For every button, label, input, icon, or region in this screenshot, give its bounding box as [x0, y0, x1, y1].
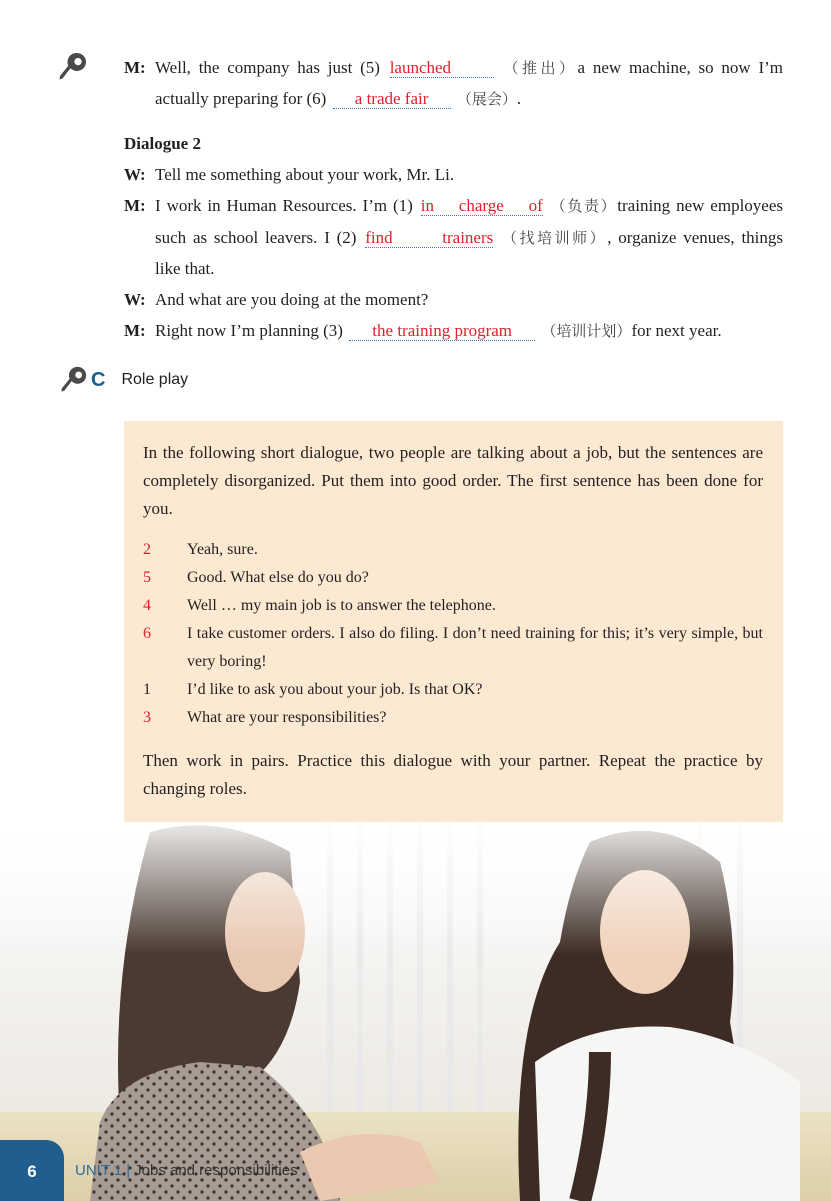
footer-separator: | — [126, 1162, 131, 1179]
list-item: 5 Good. What else do you do? — [143, 564, 763, 592]
key-icon — [60, 366, 88, 394]
list-item: 1 I’d like to ask you about your job. Is that OK? — [143, 676, 763, 704]
closing-instructions: Then work in pairs. Practice this dialogue with your partner. Repeat the practice by changing roles. — [143, 751, 763, 798]
footer-unit: UNIT 1 — [75, 1162, 123, 1179]
list-item: 4 Well … my main job is to answer the telephone. — [143, 592, 763, 620]
dialogue2-line: like that. — [155, 259, 215, 278]
order-number: 6 — [143, 625, 151, 642]
dialogue1-line: M: Well, the company has just (5) launched （推出）a new machine, so now I’m — [124, 58, 784, 77]
dialogue2-line: such as school leavers. I (2) find trainers （找培训师）, organize venues, things — [155, 228, 784, 247]
answer-blank: a trade fair — [333, 90, 451, 109]
instructions: In the following short dialogue, two people are talking about a job, but the sentences are completely disorganized. Put them into good order. The first sentence has been done for you. — [143, 443, 763, 518]
section-title: Role play — [121, 371, 189, 388]
dialogue2-line: W: Tell me something about your work, Mr. Li. — [124, 165, 455, 184]
list-item: 3 What are your responsibilities? — [143, 704, 763, 732]
speaker-label: W: — [124, 165, 146, 184]
speaker-label: M: — [124, 196, 146, 215]
answer-blank: the training program — [349, 322, 535, 341]
order-number: 1 — [143, 681, 151, 698]
running-footer — [75, 1162, 298, 1179]
dialogue2-line: W: And what are you doing at the moment? — [124, 290, 429, 309]
order-number: 4 — [143, 597, 151, 614]
speaker-label: M: — [124, 58, 146, 77]
list-item: 6 I take customer orders. I also do filing. I don’t need training for this; it’s very simple, but very boring! — [143, 620, 763, 676]
dialogue1-line: actually preparing for (6) a trade fair （展会）. — [155, 89, 522, 108]
order-number: 2 — [143, 541, 151, 558]
speaker-label: W: — [124, 290, 146, 309]
speaker-label: M: — [124, 321, 146, 340]
key-icon — [58, 52, 88, 82]
page-number-tab: 6 — [0, 1140, 64, 1201]
dialogue-title: Dialogue 2 — [124, 134, 201, 153]
answer-blank: find trainers — [365, 228, 494, 247]
section-header — [60, 366, 188, 394]
section-letter: C — [91, 368, 106, 391]
illustration-two-women-talking — [0, 822, 831, 1201]
footer-unit-title: Jobs and responsibilities — [134, 1162, 298, 1179]
list-item: 2 Yeah, sure. — [143, 536, 763, 564]
dialogue2-line: M: I work in Human Resources. I’m (1) in charge of （负责）training new employees — [124, 196, 784, 215]
dialogue2-line: M: Right now I’m planning (3) the training program （培训计划）for next year. — [124, 321, 722, 340]
answer-blank: in charge of — [420, 196, 543, 215]
order-number: 5 — [143, 569, 151, 586]
answer-blank: launched — [390, 59, 494, 78]
roleplay-box — [124, 421, 783, 822]
order-number: 3 — [143, 709, 151, 726]
